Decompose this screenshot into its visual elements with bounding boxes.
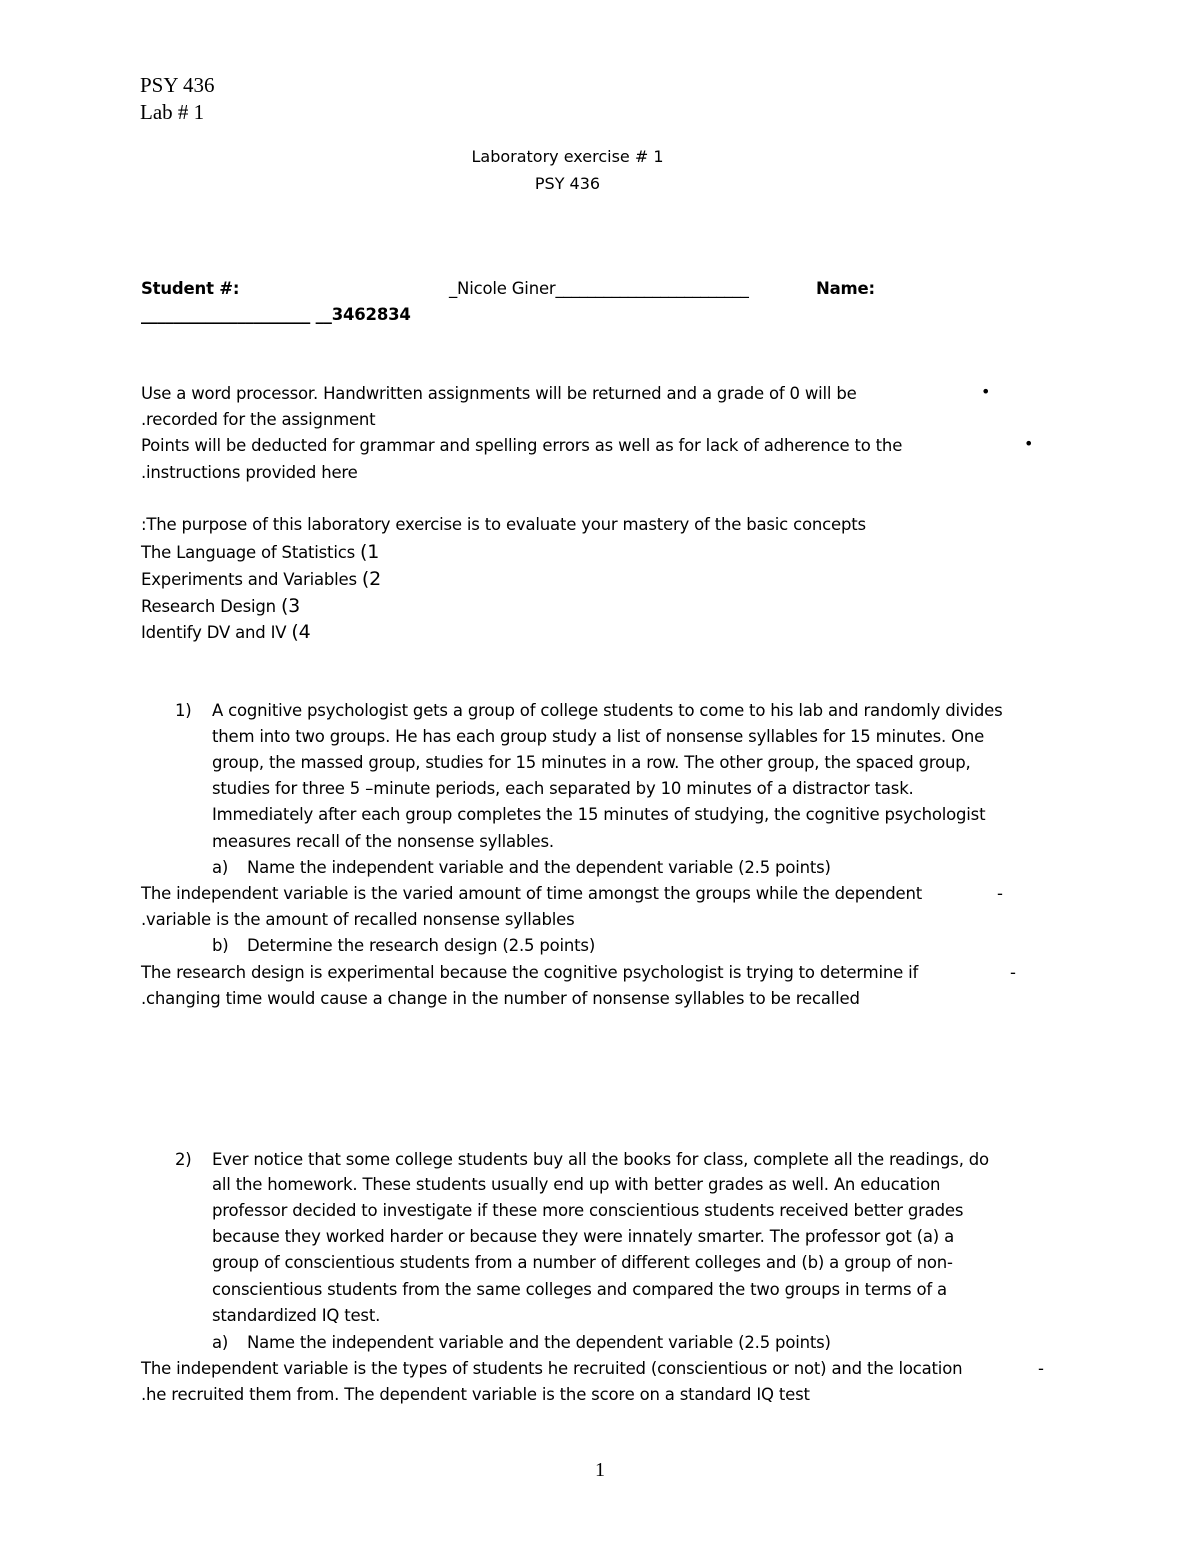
question-2-line: all the homework. These students usually end up with better grades as well. An education [212, 1175, 941, 1194]
question-2-line: Ever notice that some college students buy all the books for class, complete all the readings, do [212, 1150, 989, 1169]
purpose-item-text: Identify DV and IV [141, 623, 287, 642]
question-2-line: professor decided to investigate if these more conscientious students received better grades [212, 1201, 964, 1220]
question-1-answer-a-line-1: The independent variable is the varied amount of time amongst the groups while the dependent [141, 884, 923, 903]
instruction-2-line-2: .instructions provided here [141, 463, 358, 482]
question-2-line: standardized IQ test. [212, 1306, 381, 1325]
answer-dash: - [1038, 1359, 1044, 1378]
question-2-number: 2) [175, 1150, 192, 1169]
purpose-item-text: Experiments and Variables [141, 570, 357, 589]
question-1-part-b-letter: b) [212, 936, 229, 955]
question-1-answer-a-line-2: .variable is the amount of recalled nonsense syllables [141, 910, 575, 929]
question-1-part-a-prompt: Name the independent variable and the dependent variable (2.5 points) [247, 858, 831, 877]
purpose-item [141, 621, 310, 643]
lab-header: Lab # 1 [140, 100, 205, 124]
bullet-icon: • [981, 382, 991, 401]
bullet-icon: • [1024, 434, 1034, 453]
instruction-2-line-1: Points will be deducted for grammar and spelling errors as well as for lack of adherence to the [141, 436, 903, 455]
student-number-value: _____________________ __3462834 [141, 305, 411, 324]
question-1-line: A cognitive psychologist gets a group of college students to come to his lab and randomly divides [212, 701, 1003, 720]
purpose-item [141, 595, 300, 617]
purpose-item-number: (3 [280, 595, 301, 617]
question-1-line: group, the massed group, studies for 15 minutes in a row. The other group, the spaced group, [212, 753, 971, 772]
purpose-item-number: (4 [291, 621, 311, 643]
question-1-part-a-letter: a) [212, 858, 229, 877]
answer-dash: - [997, 884, 1003, 903]
page-number: 1 [595, 1459, 605, 1481]
document-title: Laboratory exercise # 1 [471, 147, 664, 166]
course-header: PSY 436 [140, 73, 215, 97]
student-number-label: Student #: [141, 279, 240, 298]
question-2-part-a-prompt: Name the independent variable and the dependent variable (2.5 points) [247, 1333, 831, 1352]
answer-dash: - [1010, 963, 1016, 982]
purpose-item-number: (1 [360, 541, 380, 563]
purpose-item-text: The Language of Statistics [141, 543, 355, 562]
instruction-1-line-2: .recorded for the assignment [141, 410, 376, 429]
question-2-part-a-letter: a) [212, 1333, 229, 1352]
question-1-number: 1) [175, 701, 192, 720]
purpose-intro: :The purpose of this laboratory exercise is to evaluate your mastery of the basic concepts [141, 515, 866, 534]
purpose-item [141, 541, 379, 563]
question-1-line: them into two groups. He has each group study a list of nonsense syllables for 15 minutes. One [212, 727, 985, 746]
instruction-1-line-1: Use a word processor. Handwritten assignments will be returned and a grade of 0 will be [141, 384, 857, 403]
question-2-line: group of conscientious students from a number of different colleges and (b) a group of non- [212, 1253, 953, 1272]
student-name-value: _Nicole Giner________________________ [449, 279, 749, 298]
question-1-line: measures recall of the nonsense syllables. [212, 832, 554, 851]
question-1-answer-b-line-2: .changing time would cause a change in the number of nonsense syllables to be recalled [141, 989, 860, 1008]
document-subtitle: PSY 436 [534, 174, 601, 193]
question-2-line: conscientious students from the same colleges and compared the two groups in terms of a [212, 1280, 947, 1299]
purpose-item-text: Research Design [141, 597, 276, 616]
question-1-line: Immediately after each group completes the 15 minutes of studying, the cognitive psychologist [212, 805, 986, 824]
question-1-answer-b-line-1: The research design is experimental because the cognitive psychologist is trying to determine if [141, 963, 919, 982]
question-2-line: because they worked harder or because they were innately smarter. The professor got (a) a [212, 1227, 954, 1246]
purpose-item [141, 568, 381, 590]
question-1-line: studies for three 5 –minute periods, each separated by 10 minutes of a distractor task. [212, 779, 914, 798]
purpose-item-number: (2 [361, 568, 382, 590]
question-1-part-b-prompt: Determine the research design (2.5 points) [247, 936, 596, 955]
name-label: Name: [816, 279, 875, 298]
question-2-answer-a-line-2: .he recruited them from. The dependent variable is the score on a standard IQ test [141, 1385, 810, 1404]
question-2-answer-a-line-1: The independent variable is the types of students he recruited (conscientious or not) and the location [141, 1359, 963, 1378]
